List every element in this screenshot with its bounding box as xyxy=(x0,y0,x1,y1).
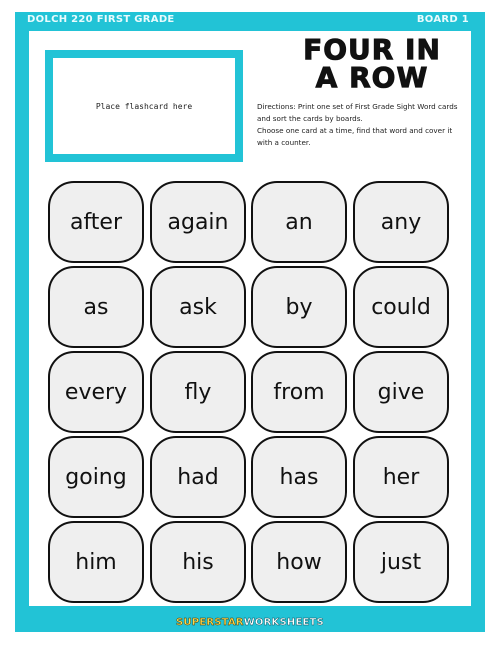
word-card[interactable]: after xyxy=(48,181,144,263)
word-card[interactable]: had xyxy=(150,436,246,518)
word-card[interactable]: has xyxy=(251,436,347,518)
directions-paragraph-2: Choose one card at a time, find that word and cover it with a counter. xyxy=(257,126,453,147)
word-card[interactable]: as xyxy=(48,266,144,348)
word-card[interactable]: going xyxy=(48,436,144,518)
word-card[interactable]: any xyxy=(353,181,449,263)
word-card[interactable]: him xyxy=(48,521,144,603)
header-board-label: BOARD 1 xyxy=(416,14,469,25)
word-card[interactable]: every xyxy=(48,351,144,433)
word-card[interactable]: could xyxy=(353,266,449,348)
title-line-1: FOUR IN xyxy=(303,33,441,66)
directions-paragraph-1: Directions: Print one set of First Grade Sight Word cards and sort the cards by boards. xyxy=(257,102,458,123)
word-card[interactable]: from xyxy=(251,351,347,433)
word-card[interactable]: how xyxy=(251,521,347,603)
directions xyxy=(257,101,467,149)
word-card[interactable]: give xyxy=(353,351,449,433)
word-grid xyxy=(48,181,454,609)
footer-brand-logo xyxy=(0,617,500,628)
word-card[interactable]: an xyxy=(251,181,347,263)
word-card[interactable]: again xyxy=(150,181,246,263)
header-series-label: DOLCH 220 FIRST GRADE xyxy=(27,14,175,25)
word-card[interactable]: ask xyxy=(150,266,246,348)
title-line-2: A ROW xyxy=(315,61,429,94)
footer-brand-part-2: WORKSHEETS xyxy=(243,617,324,628)
word-card[interactable]: by xyxy=(251,266,347,348)
footer-brand-part-1: SUPERSTAR xyxy=(176,617,244,628)
worksheet-title xyxy=(262,33,482,94)
flashcard-placeholder-text: Place flashcard here xyxy=(53,58,235,154)
flashcard-placeholder-box xyxy=(45,50,243,162)
word-card[interactable]: her xyxy=(353,436,449,518)
word-card[interactable]: his xyxy=(150,521,246,603)
word-card[interactable]: just xyxy=(353,521,449,603)
word-card[interactable]: fly xyxy=(150,351,246,433)
